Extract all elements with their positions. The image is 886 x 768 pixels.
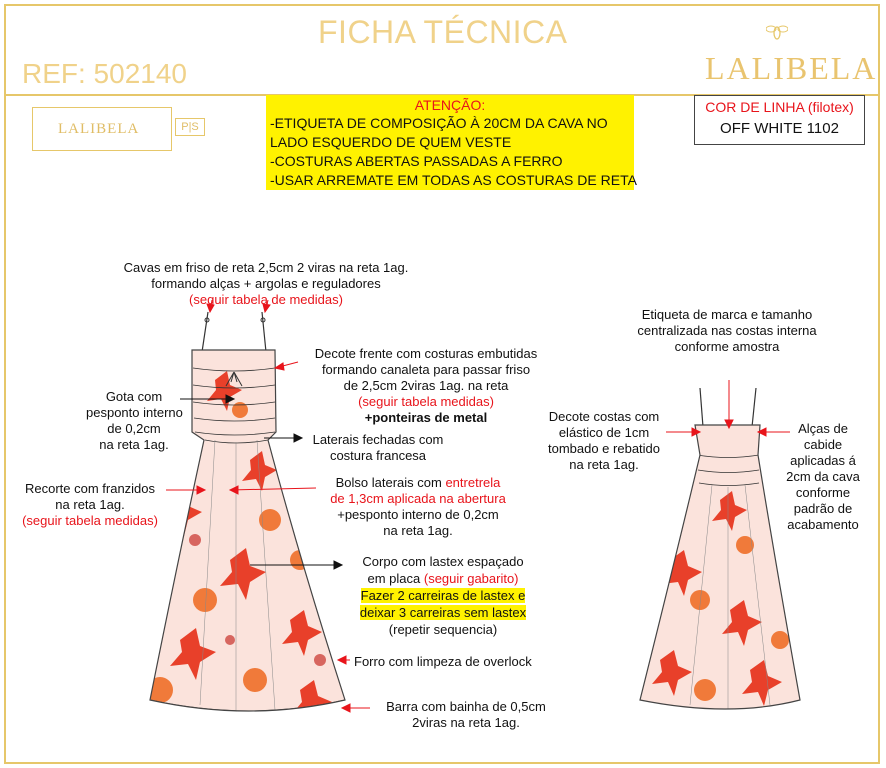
annotation-corpo (340, 553, 546, 638)
annotation-line: acabamento (787, 517, 859, 532)
annotation-line: formando alças + argolas e reguladores (151, 276, 381, 291)
annotation-laterais (300, 432, 456, 464)
annotation-line: (seguir tabela medidas) (22, 513, 158, 528)
size-label: P|S (175, 118, 205, 136)
annotation-line: Decote costas com (548, 409, 660, 424)
annotation-decote-frente (298, 346, 554, 426)
annotation-line: tombado e rebatido (547, 441, 661, 456)
annotation-line: Etiqueta de marca e tamanho (641, 307, 813, 322)
annotation-line: 2cm da cava (786, 469, 860, 484)
thread-color-value: OFF WHITE 1102 (720, 120, 839, 137)
annotation-line: (repetir sequencia) (388, 622, 498, 637)
annotation-line: (seguir tabela medidas) (358, 394, 494, 409)
annotation-forro: Forro com limpeza de overlock (354, 654, 532, 669)
annotation-barra (372, 699, 560, 731)
annotation-line: na reta 1ag. (99, 437, 169, 452)
annotation-line: padrão de (793, 501, 853, 516)
attention-line: -COSTURAS ABERTAS PASSADAS A FERRO (270, 153, 563, 169)
attention-title: ATENÇÃO: (414, 97, 486, 113)
annotation-highlight: deixar 3 carreiras sem lastex (359, 605, 527, 620)
attention-line: LADO ESQUERDO DE QUEM VESTE (270, 134, 512, 150)
annotation-line: cabide (803, 437, 843, 452)
annotation-line: costura francesa (329, 448, 427, 463)
annotation-line: elástico de 1cm (558, 425, 650, 440)
brand-logo: LALIBELA (705, 50, 878, 86)
page-title: FICHA TÉCNICA (318, 14, 568, 50)
annotation-line: Cavas em friso de reta 2,5cm 2 viras na reta 1ag. (123, 260, 409, 275)
annotation-etiqueta (616, 307, 838, 355)
attention-line: -USAR ARREMATE EM TODAS AS COSTURAS DE RETA (270, 172, 637, 188)
annotation-decote-costas (536, 409, 672, 473)
reference-code: REF: 502140 (22, 58, 187, 89)
annotation-line: na reta 1ag. (55, 497, 125, 512)
annotation-text: (seguir gabarito) (423, 571, 519, 586)
annotation-line: Decote frente com costuras embutidas (314, 346, 538, 361)
annotation-line: Gota com (105, 389, 163, 404)
annotation-line: Laterais fechadas com (312, 432, 444, 447)
annotation-line: na reta 1ag. (569, 457, 639, 472)
annotation-text: entretrela (445, 475, 501, 490)
annotation-line: de 2,5cm 2viras 1ag. na reta (343, 378, 509, 393)
annotation-line: de 1,3cm aplicada na abertura (330, 491, 506, 506)
annotation-line: conforme amostra (674, 339, 780, 354)
annotation-line: Barra com bainha de 0,5cm (386, 699, 546, 714)
annotation-text: Bolso laterais com (335, 475, 442, 490)
attention-line: -ETIQUETA DE COMPOSIÇÃO À 20CM DA CAVA NO (270, 115, 608, 131)
annotation-line: de 0,2cm (107, 421, 161, 436)
annotation-line: na reta 1ag. (383, 523, 453, 538)
annotation-line: pesponto interno (86, 405, 183, 420)
thread-color-title: COR DE LINHA (filotex) (705, 99, 854, 115)
annotation-line: conforme (795, 485, 851, 500)
annotation-gota (86, 389, 182, 453)
annotation-recorte (12, 481, 168, 529)
annotation-highlight: Fazer 2 carreiras de lastex e (360, 588, 526, 603)
annotation-line: Corpo com lastex espaçado (362, 554, 524, 569)
annotation-alcas (778, 421, 868, 533)
annotation-line: aplicadas á (790, 453, 856, 468)
annotation-line: +pesponto interno de 0,2cm (337, 507, 499, 522)
back-strap-left (700, 388, 703, 427)
annotation-line: +ponteiras de metal (364, 410, 488, 425)
brand-label-text: LALIBELA (58, 121, 140, 137)
annotation-line: Alças de (798, 421, 848, 436)
annotation-cavas (108, 260, 424, 308)
annotation-line: formando canaleta para passar friso (321, 362, 531, 377)
annotation-line: (seguir tabela de medidas) (189, 292, 343, 307)
back-strap-right (752, 388, 756, 427)
annotation-text: em placa (367, 571, 421, 586)
annotation-line: Recorte com franzidos (24, 481, 156, 496)
annotation-line: centralizada nas costas interna (637, 323, 817, 338)
annotation-line: 2viras na reta 1ag. (412, 715, 520, 730)
annotation-bolso (314, 475, 522, 539)
